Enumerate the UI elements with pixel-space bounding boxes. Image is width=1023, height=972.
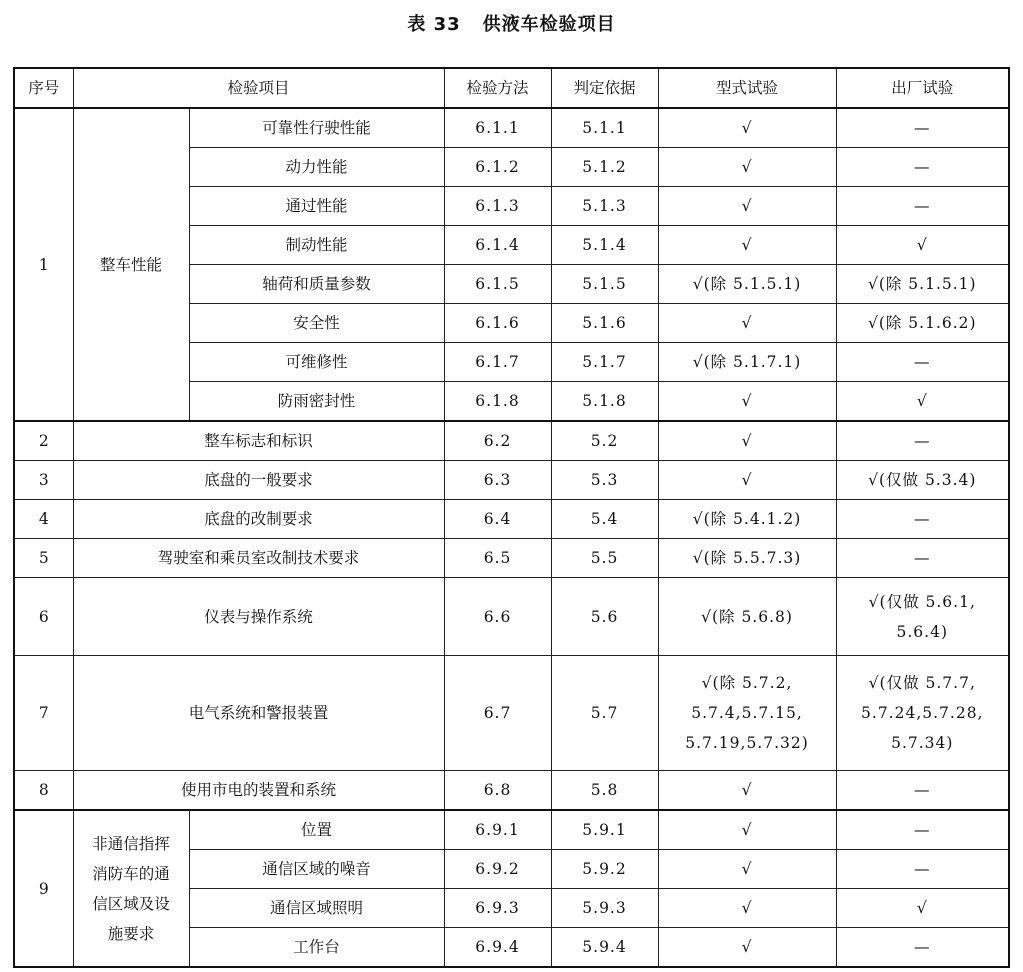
table-caption: [0, 10, 1023, 40]
table-number: 表 33: [407, 14, 461, 35]
table-row: [14, 539, 1009, 578]
factory-test-cell: —: [836, 539, 1009, 578]
method-cell: 6.1.4: [444, 226, 551, 265]
type-test-cell: √: [658, 810, 836, 850]
header-factory-test: 出厂试验: [836, 68, 1009, 108]
item-name: 使用市电的装置和系统: [73, 771, 444, 811]
method-cell: 6.1.2: [444, 148, 551, 187]
basis-cell: 5.2: [551, 421, 658, 461]
item-name: 可维修性: [189, 343, 444, 382]
item-name: 动力性能: [189, 148, 444, 187]
basis-cell: 5.1.4: [551, 226, 658, 265]
method-cell: 6.1.5: [444, 265, 551, 304]
type-test-cell: √(除 5.5.7.3): [658, 539, 836, 578]
category-line: 非通信指挥: [92, 834, 170, 853]
factory-test-line: √(仅做 5.6.1,: [868, 592, 976, 611]
item-name: 驾驶室和乘员室改制技术要求: [73, 539, 444, 578]
seq-cell: 7: [14, 656, 73, 771]
basis-cell: 5.1.3: [551, 187, 658, 226]
basis-cell: 5.8: [551, 771, 658, 811]
item-name: 电气系统和警报装置: [73, 656, 444, 771]
type-test-cell: √: [658, 771, 836, 811]
factory-test-cell: —: [836, 421, 1009, 461]
seq-cell: 9: [14, 810, 73, 967]
factory-test-line: √(仅做 5.7.7,: [868, 674, 976, 692]
table-title: 供液车检验项目: [482, 14, 616, 35]
factory-test-cell: √: [836, 382, 1009, 422]
factory-test-cell: —: [836, 500, 1009, 539]
factory-test-cell: √: [836, 226, 1009, 265]
category-cell: 整车性能: [73, 108, 189, 421]
method-cell: 6.9.4: [444, 928, 551, 968]
item-name: 底盘的改制要求: [73, 500, 444, 539]
seq-cell: 2: [14, 421, 73, 461]
header-seq: 序号: [14, 68, 73, 108]
seq-cell: 5: [14, 539, 73, 578]
method-cell: 6.1.7: [444, 343, 551, 382]
type-test-cell: √: [658, 108, 836, 148]
item-name: 防雨密封性: [189, 382, 444, 422]
factory-test-cell: —: [836, 810, 1009, 850]
basis-cell: 5.4: [551, 500, 658, 539]
table-row: [14, 108, 1009, 148]
factory-test-cell: —: [836, 148, 1009, 187]
category-line: 信区域及设: [92, 894, 170, 913]
type-test-cell: √: [658, 928, 836, 968]
type-test-line: 5.7.4,5.7.15,: [691, 704, 803, 722]
basis-cell: 5.7: [551, 656, 658, 771]
type-test-cell: √: [658, 148, 836, 187]
method-cell: 6.4: [444, 500, 551, 539]
table-row: [14, 500, 1009, 539]
method-cell: 6.9.1: [444, 810, 551, 850]
type-test-cell: √(除 5.4.1.2): [658, 500, 836, 539]
method-cell: 6.7: [444, 656, 551, 771]
factory-test-cell: √(仅做 5.3.4): [836, 461, 1009, 500]
item-name: 通信区域的噪音: [189, 850, 444, 889]
factory-test-cell: √(除 5.1.6.2): [836, 304, 1009, 343]
factory-test-cell: [836, 578, 1009, 656]
header-method: 检验方法: [444, 68, 551, 108]
method-cell: 6.1.1: [444, 108, 551, 148]
type-test-line: 5.7.19,5.7.32): [685, 734, 809, 752]
item-name: 位置: [189, 810, 444, 850]
factory-test-cell: [836, 656, 1009, 771]
basis-cell: 5.9.3: [551, 889, 658, 928]
basis-cell: 5.9.2: [551, 850, 658, 889]
category-line: 消防车的通: [92, 864, 170, 883]
method-cell: 6.5: [444, 539, 551, 578]
factory-test-cell: —: [836, 187, 1009, 226]
table-row: [14, 421, 1009, 461]
method-cell: 6.9.3: [444, 889, 551, 928]
table-row: [14, 461, 1009, 500]
type-test-cell: [658, 656, 836, 771]
factory-test-cell: √(除 5.1.5.1): [836, 265, 1009, 304]
table-header-row: [14, 68, 1009, 108]
factory-test-cell: √: [836, 889, 1009, 928]
seq-cell: 4: [14, 500, 73, 539]
basis-cell: 5.1.5: [551, 265, 658, 304]
basis-cell: 5.1.1: [551, 108, 658, 148]
type-test-cell: √: [658, 421, 836, 461]
item-name: 安全性: [189, 304, 444, 343]
basis-cell: 5.1.8: [551, 382, 658, 422]
basis-cell: 5.9.1: [551, 810, 658, 850]
type-test-cell: √: [658, 461, 836, 500]
method-cell: 6.1.3: [444, 187, 551, 226]
seq-cell: 1: [14, 108, 73, 421]
item-name: 可靠性行驶性能: [189, 108, 444, 148]
method-cell: 6.9.2: [444, 850, 551, 889]
factory-test-line: 5.7.24,5.7.28,: [861, 704, 984, 722]
type-test-cell: √: [658, 850, 836, 889]
factory-test-line: 5.6.4): [896, 622, 949, 641]
item-name: 底盘的一般要求: [73, 461, 444, 500]
item-name: 通过性能: [189, 187, 444, 226]
header-type-test: 型式试验: [658, 68, 836, 108]
method-cell: 6.6: [444, 578, 551, 656]
factory-test-line: 5.7.34): [891, 734, 954, 752]
type-test-cell: √: [658, 889, 836, 928]
seq-cell: 6: [14, 578, 73, 656]
basis-cell: 5.5: [551, 539, 658, 578]
type-test-cell: √: [658, 382, 836, 422]
type-test-cell: √: [658, 226, 836, 265]
factory-test-cell: —: [836, 343, 1009, 382]
factory-test-cell: —: [836, 771, 1009, 811]
header-item: 检验项目: [73, 68, 444, 108]
method-cell: 6.3: [444, 461, 551, 500]
item-name: 工作台: [189, 928, 444, 968]
type-test-cell: √(除 5.1.5.1): [658, 265, 836, 304]
method-cell: 6.1.8: [444, 382, 551, 422]
item-name: 通信区域照明: [189, 889, 444, 928]
basis-cell: 5.6: [551, 578, 658, 656]
basis-cell: 5.3: [551, 461, 658, 500]
factory-test-cell: —: [836, 850, 1009, 889]
inspection-items-table: [13, 67, 1010, 968]
method-cell: 6.1.6: [444, 304, 551, 343]
basis-cell: 5.9.4: [551, 928, 658, 968]
item-name: 轴荷和质量参数: [189, 265, 444, 304]
method-cell: 6.2: [444, 421, 551, 461]
basis-cell: 5.1.7: [551, 343, 658, 382]
type-test-cell: √(除 5.1.7.1): [658, 343, 836, 382]
type-test-line: √(除 5.7.2,: [701, 674, 793, 692]
category-cell: [73, 810, 189, 967]
basis-cell: 5.1.2: [551, 148, 658, 187]
table-row: [14, 771, 1009, 811]
category-line: 施要求: [107, 924, 155, 943]
factory-test-cell: —: [836, 928, 1009, 968]
item-name: 仪表与操作系统: [73, 578, 444, 656]
seq-cell: 3: [14, 461, 73, 500]
header-basis: 判定依据: [551, 68, 658, 108]
method-cell: 6.8: [444, 771, 551, 811]
seq-cell: 8: [14, 771, 73, 811]
table-row: [14, 810, 1009, 850]
table-row: [14, 656, 1009, 771]
factory-test-cell: —: [836, 108, 1009, 148]
type-test-cell: √: [658, 187, 836, 226]
basis-cell: 5.1.6: [551, 304, 658, 343]
item-name: 制动性能: [189, 226, 444, 265]
type-test-cell: √(除 5.6.8): [658, 578, 836, 656]
table-row: [14, 578, 1009, 656]
type-test-cell: √: [658, 304, 836, 343]
item-name: 整车标志和标识: [73, 421, 444, 461]
